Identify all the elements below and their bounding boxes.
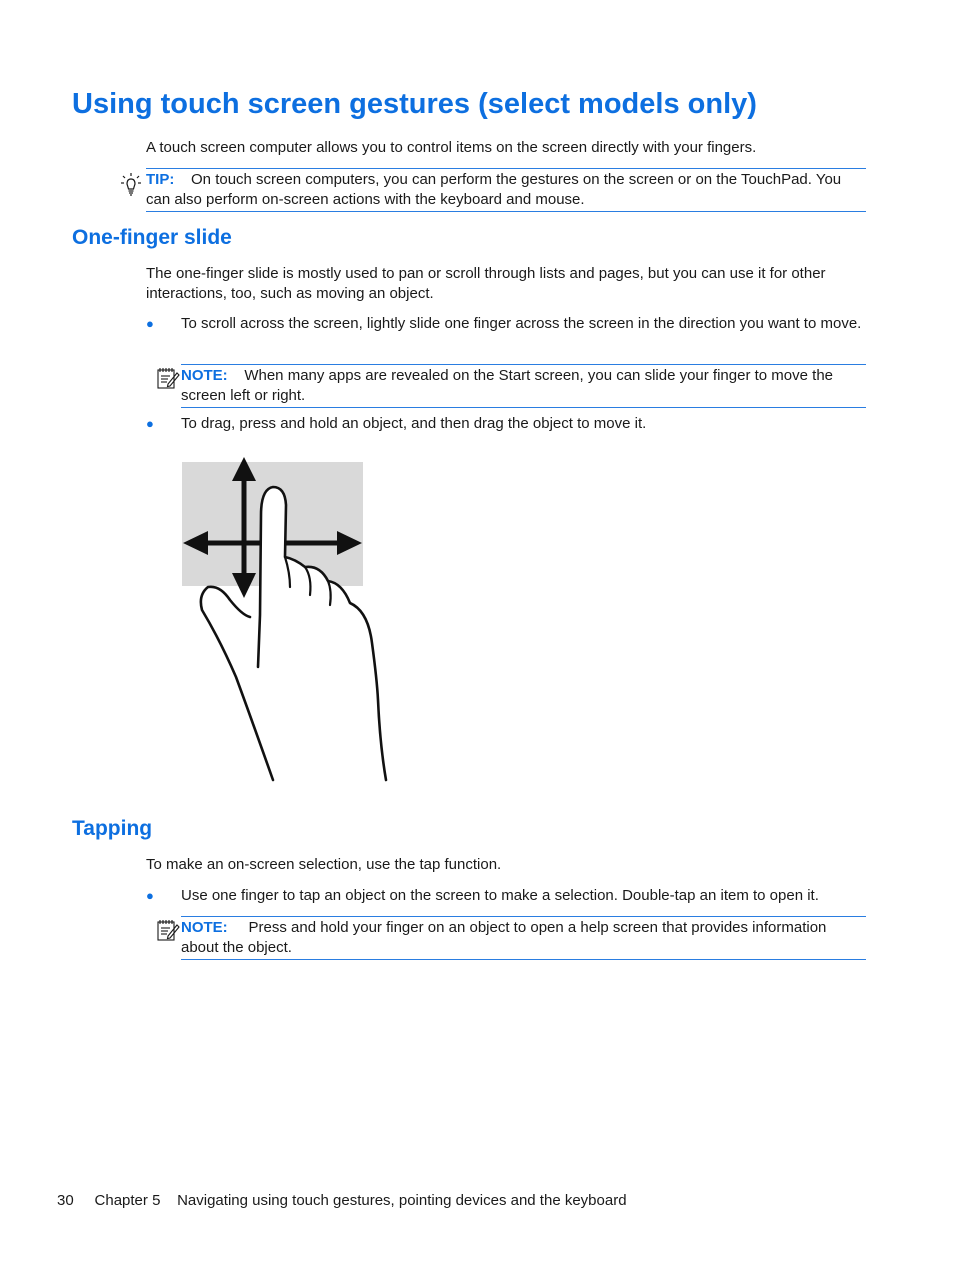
note-text: When many apps are revealed on the Start screen, you can slide your finger to move the screen left or right.	[181, 367, 833, 404]
note-label: NOTE:	[181, 919, 228, 936]
notepad-icon	[156, 918, 180, 947]
heading-tapping: Tapping	[72, 817, 153, 840]
page-title: Using touch screen gestures (select models only)	[72, 88, 757, 120]
tapping-bullet-tap: Use one finger to tap an object on the screen to make a selection. Double-tap an item to open it.	[181, 887, 819, 904]
note-label: NOTE:	[181, 367, 228, 384]
note-box-help-screen	[181, 916, 866, 960]
one-finger-slide-description: The one-finger slide is mostly used to pan or scroll through lists and pages, but you can use it for other interactions, too, such as moving an object.	[146, 265, 826, 302]
tip-text: On touch screen computers, you can perform the gestures on the screen or on the TouchPad. You can also perform on-screen actions with the keyboard and mouse.	[146, 171, 842, 208]
note-text: Press and hold your finger on an object to open a help screen that provides information about the object.	[181, 919, 827, 956]
heading-one-finger-slide: One-finger slide	[72, 226, 232, 249]
lightbulb-icon	[120, 172, 142, 203]
one-finger-slide-illustration	[180, 455, 410, 790]
bullet-dot-icon: ●	[146, 888, 154, 903]
chapter-title: Navigating using touch gestures, pointing devices and the keyboard	[177, 1192, 627, 1209]
bullet-dot-icon: ●	[146, 416, 154, 431]
tip-label: TIP:	[146, 171, 175, 188]
notepad-icon	[156, 366, 180, 395]
chapter-label: Chapter 5	[94, 1192, 161, 1209]
bullet-dot-icon: ●	[146, 316, 154, 331]
tapping-description: To make an on-screen selection, use the tap function.	[146, 856, 502, 873]
page-footer	[57, 1192, 627, 1209]
tip-box	[146, 168, 866, 212]
note-box-start-screen	[181, 364, 866, 408]
one-finger-slide-bullet-scroll: To scroll across the screen, lightly slide one finger across the screen in the direction you want to move.	[181, 315, 862, 332]
intro-paragraph: A touch screen computer allows you to control items on the screen directly with your fingers.	[146, 139, 757, 156]
page-number: 30	[57, 1192, 74, 1209]
one-finger-slide-bullet-drag: To drag, press and hold an object, and then drag the object to move it.	[181, 415, 647, 432]
